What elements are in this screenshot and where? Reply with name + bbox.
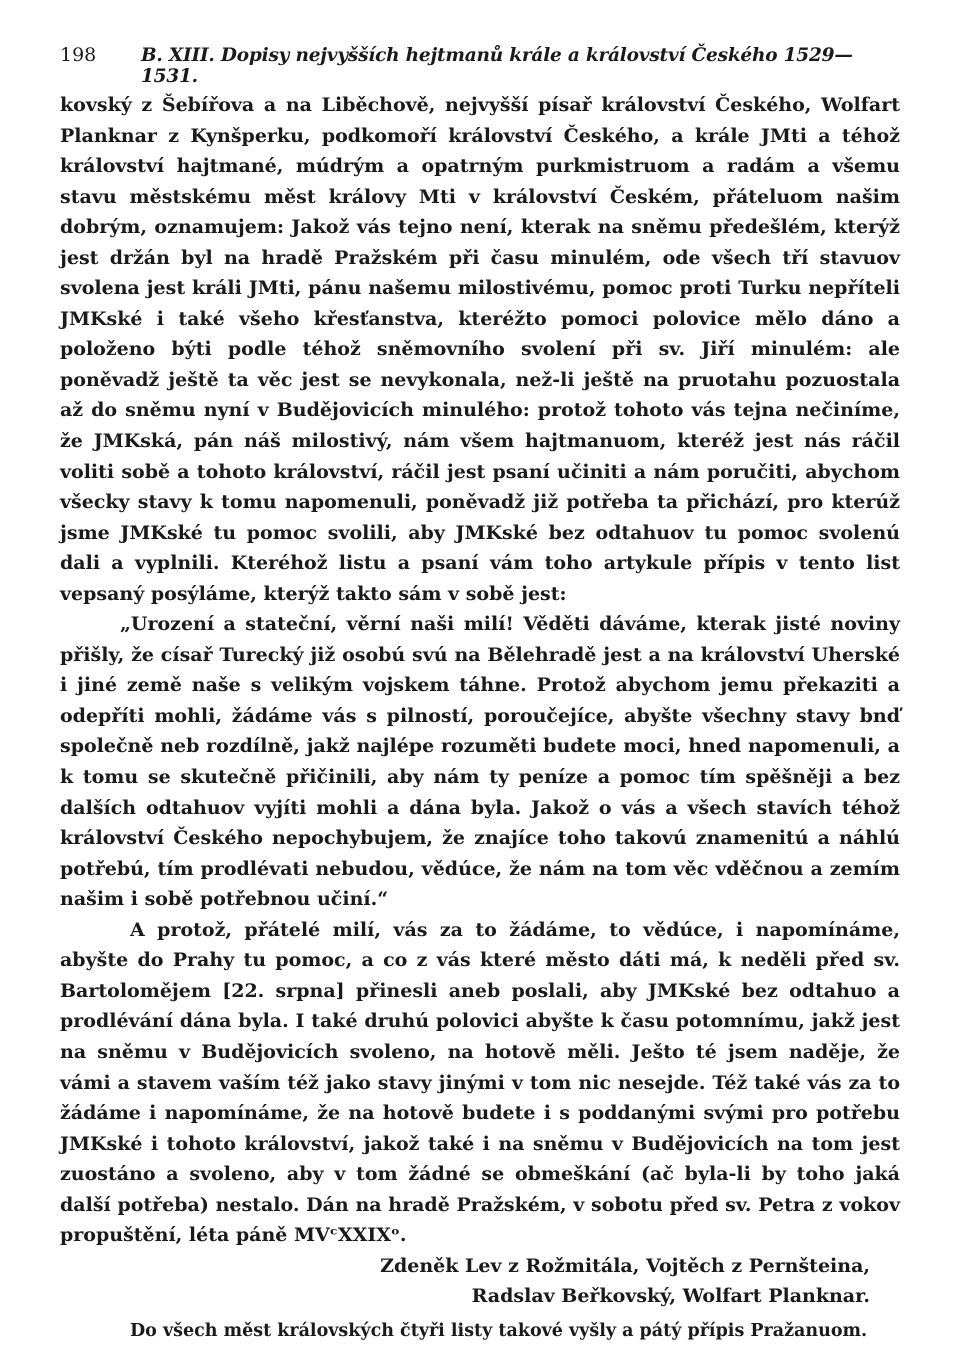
quoted-letter-paragraph: „Urození a stateční, věrní naši milí! Věděti dáváme, kterak jisté noviny přišly, že císař Turecký již osobú svú na Bělehradě jest a na království Uherské i jiné země naše s velikým vojskem táhne. Protož abychom jemu překaziti a odepříti mohli, žádáme vás s pilností, poroučejíce, abyšte všechny stavy bnď společně neb rozdílně, jakž najlépe rozuměti budete moci, hned napomenuli, a k tomu se skutečně přičinili, aby nám ty peníze a pomoc tím spěšněji a bez dalších odtahuov vyjíti mohli a dána byla. Jakož o vás a všech stavích téhož království Českého nepochybujem, že znajíce toho takovú znamenitú a náhlú potřebú, tím prodlévati nebudou, vědúce, že nám na tom věc vděčnou a zemím našim i sobě potřebnou učiní.“ (60, 613, 900, 911)
running-title: B. XIII. Dopisy nejvyšších hejtmanů krále a království Českého 1529—1531. (140, 45, 853, 87)
page-number: 198 (60, 44, 97, 66)
document-page (60, 44, 900, 1346)
running-header (60, 44, 900, 87)
signature-line-1: Zdeněk Lev z Rožmitála, Vojtěch z Pernšteina, (380, 1254, 870, 1277)
letter-body (60, 90, 900, 1251)
body-paragraph-1: kovský z Šebířova a na Liběchově, nejvyšší písař království Českého, Wolfart Planknar z Kynšperku, podkomoří království Českého, a krále JMti a téhož království hajtmané, múdrým a opatrným purkmistruom a radám a všemu stavu městskému měst královy Mti v království Českém, přáteluom našim dobrým, oznamujem: Jakož vás tejno není, kterak na sněmu předešlém, kterýž jest držán byl na hradě Pražském při času minulém, ode všech tří stavuov svolena jest králi JMti, pánu našemu milostivému, pomoc proti Turku nepříteli JMKské i také všeho křesťanstva, kteréžto pomoci polovice mělo dáno a položeno býti podle téhož sněmovního svolení při sv. Jiří minulém: ale poněvadž ještě ta věc jest se nevykonala, než-li ještě na pruotahu pozuostala až do sněmu nyní v Budějovicích minulého: protož tohoto vás tejna nečiníme, že JMKská, pán náš milostivý, nám všem hajtmanuom, kteréž jest nás ráčil voliti sobě a tohoto království, ráčil jest psaní učiniti a nám poručiti, abychom všecky stavy k tomu napomenuli, poněvadž již potřeba ta přichází, pro kterúž jsme JMKské tu pomoc svolili, aby JMKské bez odtahuov tu pomoc svolenú dali a vyplnili. Kteréhož listu a psaní vám toho artykule přípis v tento list vepsaný posýláme, kterýž takto sám v sobě jest: (60, 94, 900, 605)
signature-block (60, 1251, 900, 1312)
signature-line-2: Radslav Beřkovský, Wolfart Planknar. (471, 1285, 870, 1308)
body-paragraph-3: A protož, přátelé milí, vás za to žádáme, to vědúce, i napomínáme, abyšte do Prahy tu pomoc, a co z vás které město dáti má, k neděli před sv. Bartolomějem [22. srpna] přinesli aneb poslali, aby JMKské bez odtahuo a prodlévání dána byla. I také druhú polovici abyšte k času potomnímu, jakž jest na sněmu v Budějovicích svoleno, na hotově měli. Ješto té jsem naděje, že vámi a stavem vaším též jako stavy jinými v tom nic nesejde. Též také vás za to žádáme i napomínáme, že na hotově budete i s poddanými svými pro potřebu JMKské i tohoto království, jakož také i na sněmu v Budějovicích na tom jest zuostáno a svoleno, aby v tom žádné se obmeškání (ač byla-li by toho jaká další potřeba) nestalo. Dán na hradě Pražském, v sobotu před sv. Petra z vokov propuštění, léta páně MVᶜXXIXᵒ. (60, 918, 900, 1247)
closing-note: Do všech měst královských čtyři listy takové vyšly a pátý přípis Pražanuom. (130, 1320, 868, 1341)
